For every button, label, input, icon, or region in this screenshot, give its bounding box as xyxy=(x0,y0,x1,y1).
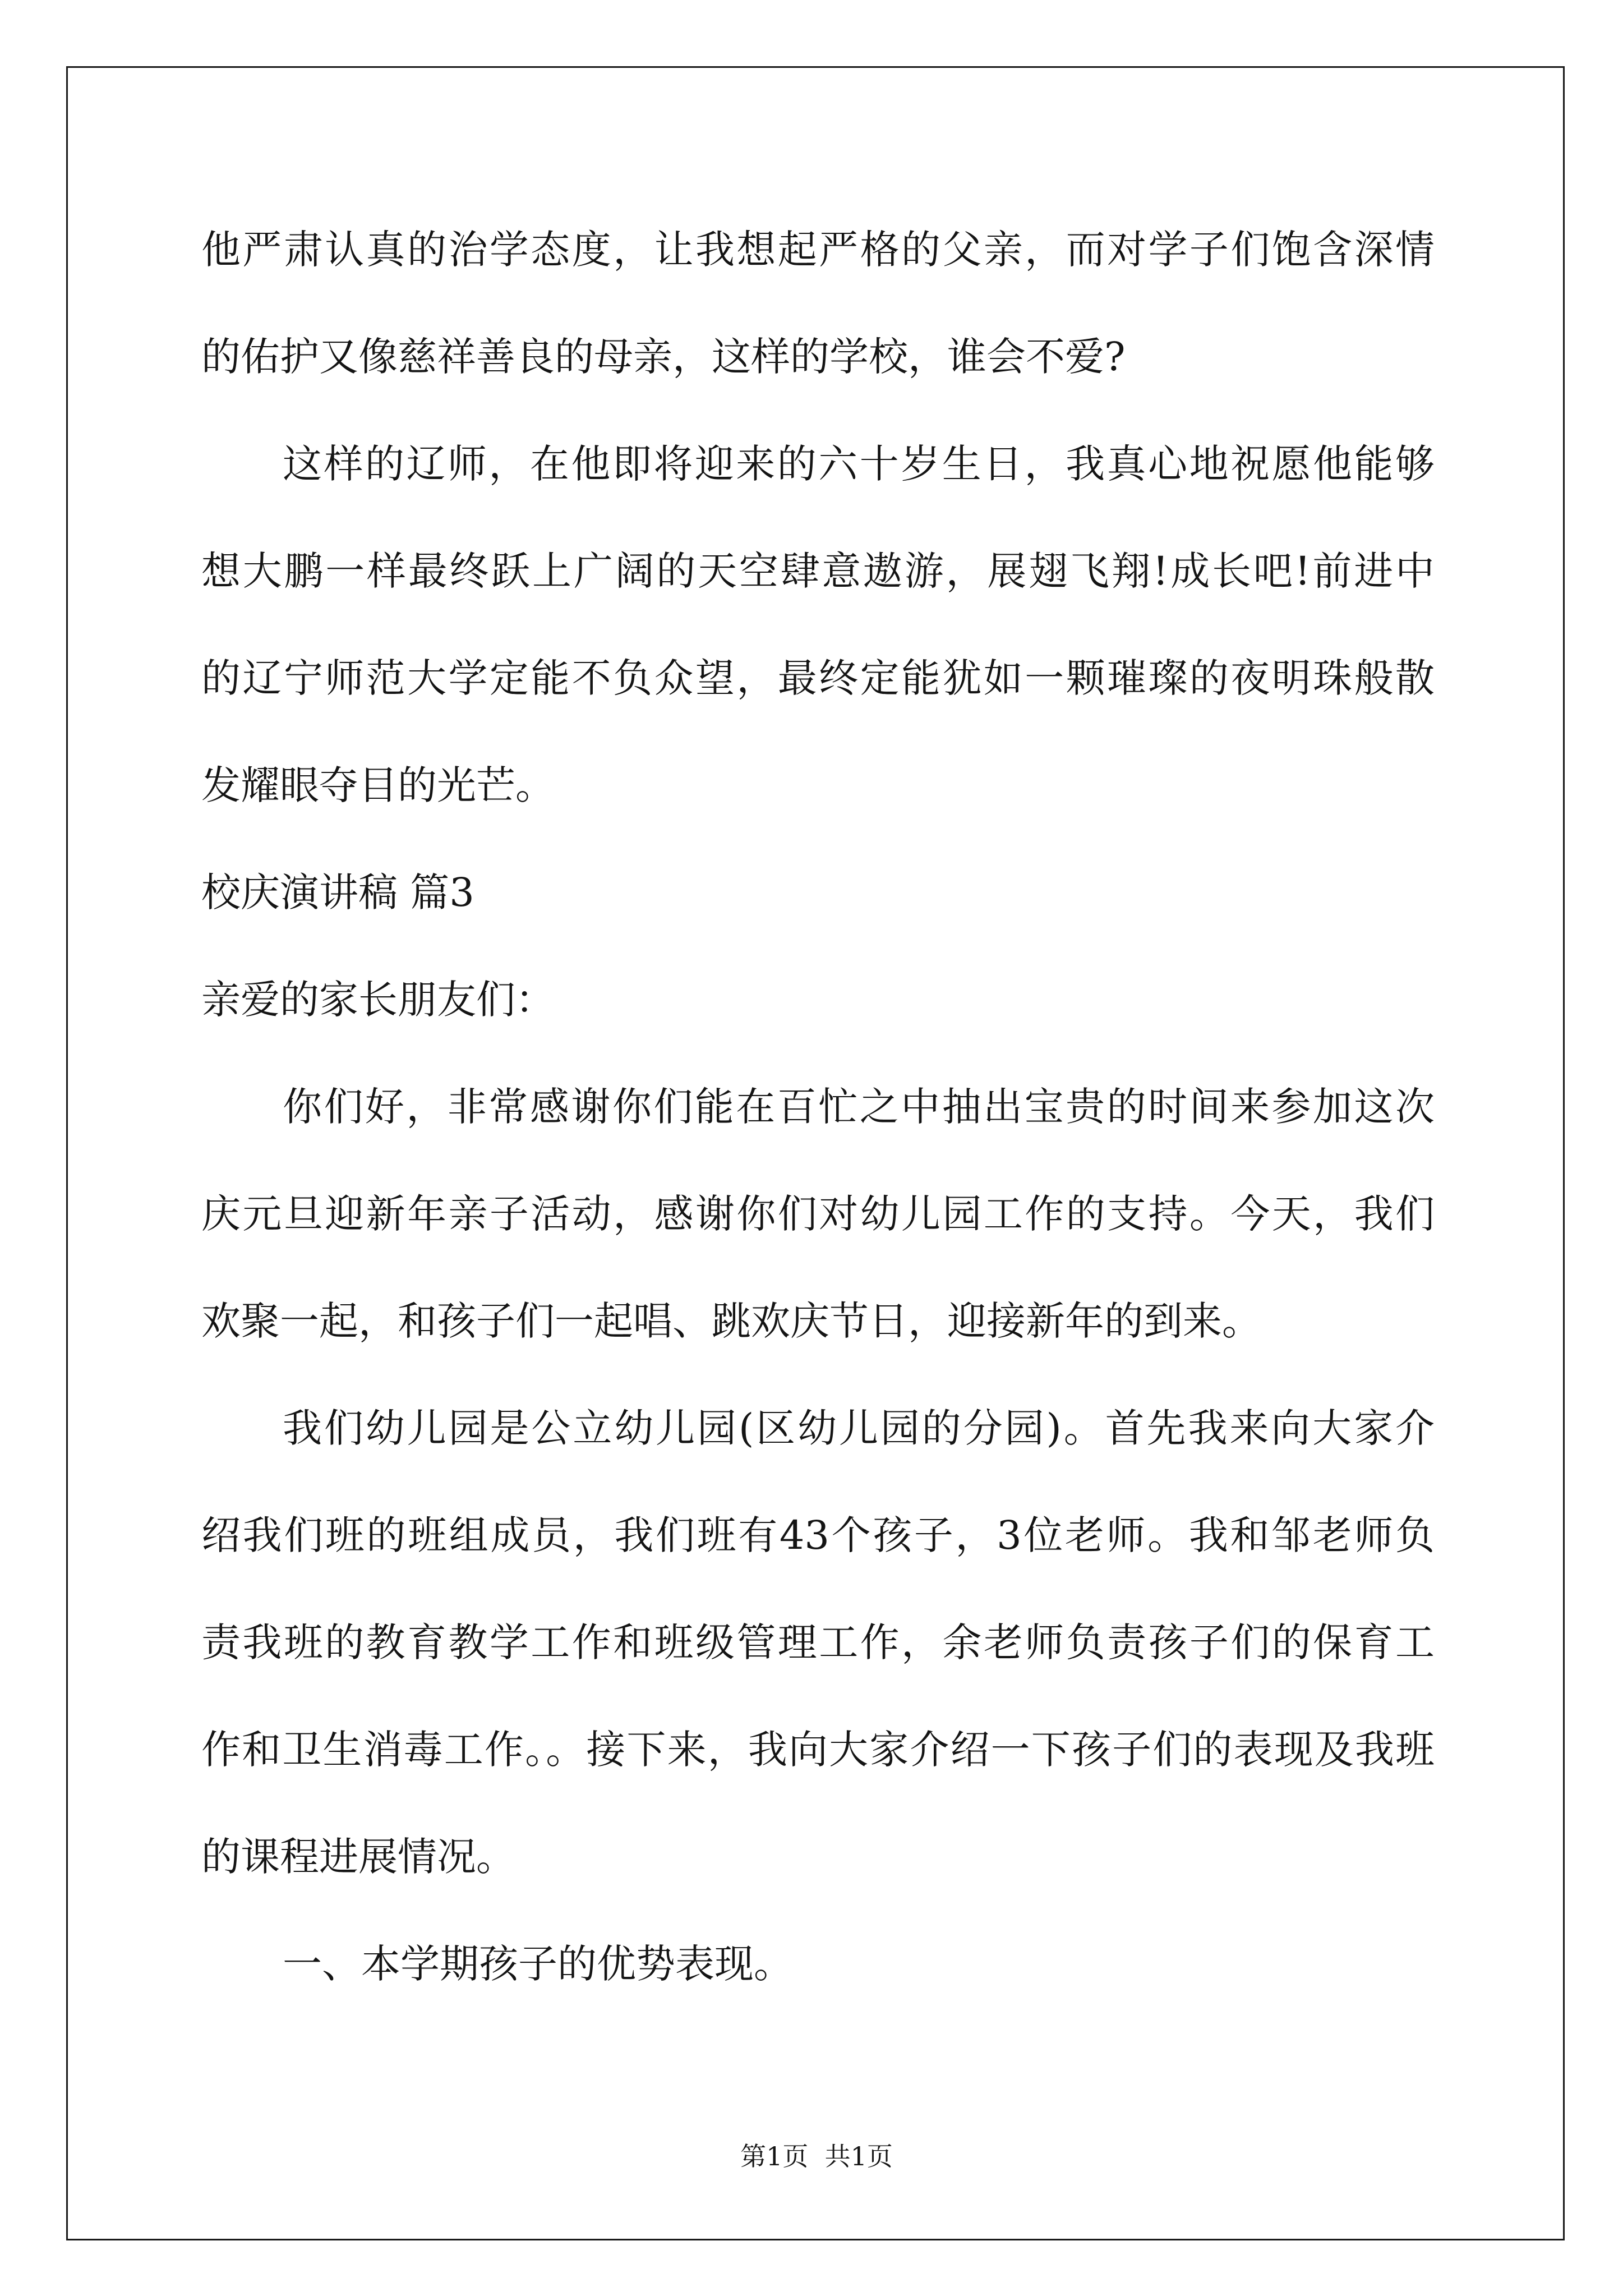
text-line: 庆元旦迎新年亲子活动，感谢你们对幼儿园工作的支持。今天，我们 xyxy=(201,1191,1435,1237)
paragraph xyxy=(201,1911,1435,2018)
paragraph xyxy=(201,1053,1435,1375)
text-line: 欢聚一起，和孩子们一起唱、跳欢庆节日，迎接新年的到来。 xyxy=(201,1298,1261,1344)
text-line: 责我班的教育教学工作和班级管理工作，余老师负责孩子们的保育工 xyxy=(201,1619,1435,1665)
paragraph xyxy=(201,411,1435,839)
text-line: 作和卫生消毒工作。。接下来，我向大家介绍一下孩子们的表现及我班 xyxy=(201,1727,1435,1773)
text-line: 一、本学期孩子的优势表现。 xyxy=(283,1941,793,1987)
text-line: 发耀眼夺目的光芒。 xyxy=(201,762,555,808)
text-line: 这样的辽师，在他即将迎来的六十岁生日，我真心地祝愿他能够 xyxy=(283,441,1435,487)
text-line: 我们幼儿园是公立幼儿园(区幼儿园的分园)。首先我来向大家介 xyxy=(283,1405,1435,1451)
text-line: 想大鹏一样最终跃上广阔的天空肆意遨游，展翅飞翔!成长吧!前进中 xyxy=(201,548,1435,594)
paragraph xyxy=(201,196,1435,411)
text-line: 的课程进展情况。 xyxy=(201,1834,515,1880)
text-line: 绍我们班的班组成员，我们班有43个孩子，3位老师。我和邹老师负 xyxy=(201,1512,1435,1558)
page-footer: 第1页 共1页 xyxy=(740,2141,893,2171)
text-line: 你们好，非常感谢你们能在百忙之中抽出宝贵的时间来参加这次 xyxy=(283,1084,1435,1130)
paragraph xyxy=(201,1375,1435,1911)
salutation: 亲爱的家长朋友们： xyxy=(201,977,555,1023)
text-line: 的辽宁师范大学定能不负众望，最终定能犹如一颗璀璨的夜明珠般散 xyxy=(201,655,1435,701)
section-title: 校庆演讲稿 篇3 xyxy=(201,869,474,915)
body-text xyxy=(201,196,1435,2018)
text-line: 他严肃认真的治学态度，让我想起严格的父亲，而对学子们饱含深情 xyxy=(201,227,1435,273)
text-line: 的佑护又像慈祥善良的母亲，这样的学校，谁会不爱? xyxy=(201,334,1126,380)
